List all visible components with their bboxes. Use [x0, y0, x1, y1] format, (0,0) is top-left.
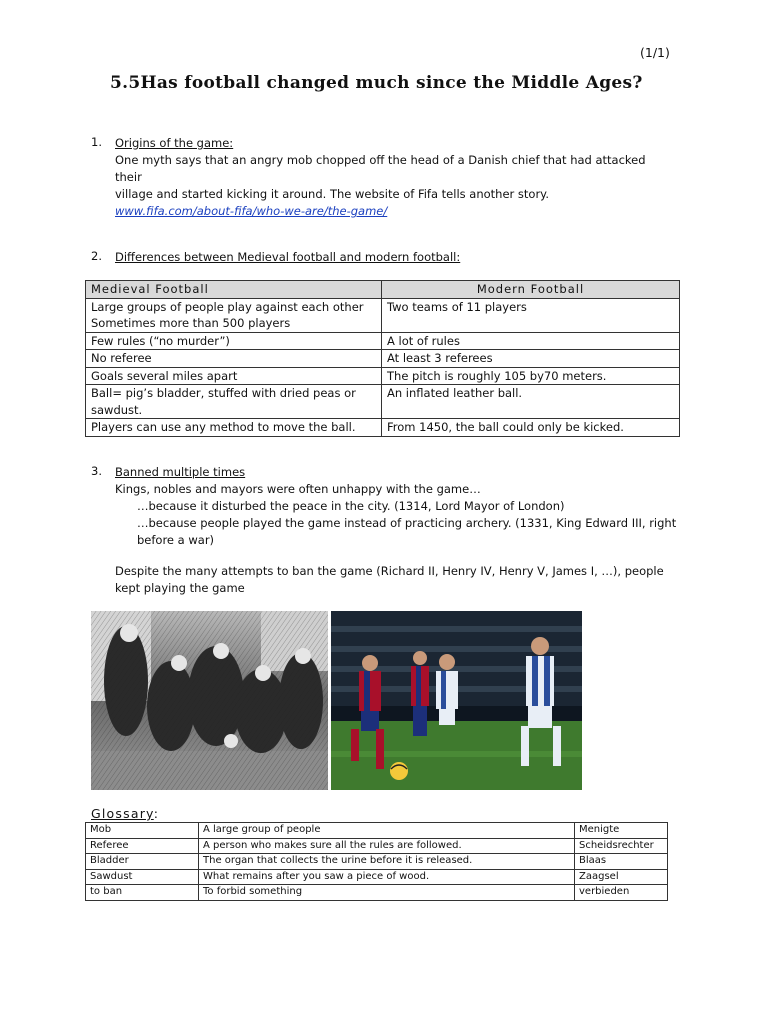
section-heading-origins: Origins of the game: [115, 136, 234, 150]
section-heading-banned: Banned multiple times [115, 465, 246, 479]
glossary-translation: Blaas [575, 854, 668, 870]
section-number-3: 3. [91, 464, 102, 478]
modern-cell: From 1450, the ball could only be kicked. [382, 419, 680, 437]
glossary-translation: Zaagsel [575, 869, 668, 885]
modern-cell: An inflated leather ball. [382, 385, 680, 419]
origins-text-line-2: village and started kicking it around. The website of Fifa tells another story. [115, 187, 550, 201]
section-banned [115, 464, 675, 498]
banned-conclusion [115, 563, 675, 597]
table-row [86, 367, 680, 385]
banned-reason-1: …because it disturbed the peace in the city. (1314, Lord Mayor of London) [137, 499, 565, 513]
modern-cell: Two teams of 11 players [382, 298, 680, 332]
medieval-football-engraving [91, 611, 328, 790]
banned-conclusion-line-2: kept playing the game [115, 581, 245, 595]
table-row [86, 885, 668, 901]
table-row [86, 869, 668, 885]
glossary-term: Mob [86, 823, 199, 839]
medieval-cell: Few rules (“no murder”) [86, 332, 382, 350]
table-header-medieval: Medieval Football [86, 281, 382, 299]
glossary-definition: The organ that collects the urine before it is released. [199, 854, 575, 870]
fifa-link[interactable]: www.fifa.com/about-fifa/who-we-are/the-game/ [115, 204, 388, 218]
section-heading-differences: Differences between Medieval football and modern football: [115, 250, 461, 264]
banned-reason-2-line-2: before a war) [137, 533, 215, 547]
table-row [86, 385, 680, 419]
glossary-term: to ban [86, 885, 199, 901]
medieval-cell: Goals several miles apart [86, 367, 382, 385]
modern-football-photo [331, 611, 582, 790]
page-title: 5.5Has football changed much since the Middle Ages? [110, 73, 643, 93]
table-header-row [86, 281, 680, 299]
section-number-1: 1. [91, 135, 102, 149]
banned-conclusion-line-1: Despite the many attempts to ban the game (Richard II, Henry IV, Henry V, James I, …), people [115, 564, 664, 578]
glossary-definition: A large group of people [199, 823, 575, 839]
table-row [86, 298, 680, 332]
banned-reasons [137, 498, 677, 549]
medieval-cell: No referee [86, 350, 382, 368]
modern-cell: A lot of rules [382, 332, 680, 350]
medieval-cell: Ball= pig’s bladder, stuffed with dried peas or sawdust. [86, 385, 382, 419]
origins-text-line-1: One myth says that an angry mob chopped off the head of a Danish chief that had attacked their [115, 153, 646, 184]
glossary-definition: What remains after you saw a piece of wood. [199, 869, 575, 885]
table-row [86, 838, 668, 854]
comparison-table [85, 280, 680, 437]
section-number-2: 2. [91, 249, 102, 263]
table-row [86, 419, 680, 437]
banned-reason-2-line-1: …because people played the game instead of practicing archery. (1331, King Edward III, right [137, 516, 677, 530]
section-origins [115, 135, 675, 220]
medieval-cell: Large groups of people play against each other Sometimes more than 500 players [86, 298, 382, 332]
glossary-definition: To forbid something [199, 885, 575, 901]
modern-cell: The pitch is roughly 105 by70 meters. [382, 367, 680, 385]
table-row [86, 350, 680, 368]
glossary-term: Referee [86, 838, 199, 854]
glossary-title: Glossary: [91, 806, 160, 821]
medieval-cell: Players can use any method to move the ball. [86, 419, 382, 437]
table-row [86, 823, 668, 839]
glossary-translation: Scheidsrechter [575, 838, 668, 854]
page-number: (1/1) [640, 45, 670, 60]
glossary-term: Sawdust [86, 869, 199, 885]
table-row [86, 332, 680, 350]
glossary-translation: Menigte [575, 823, 668, 839]
glossary-translation: verbieden [575, 885, 668, 901]
glossary-term: Bladder [86, 854, 199, 870]
glossary-definition: A person who makes sure all the rules are followed. [199, 838, 575, 854]
glossary-table [85, 822, 668, 901]
table-row [86, 854, 668, 870]
table-header-modern: Modern Football [382, 281, 680, 299]
banned-text-line-1: Kings, nobles and mayors were often unhappy with the game… [115, 482, 481, 496]
modern-cell: At least 3 referees [382, 350, 680, 368]
